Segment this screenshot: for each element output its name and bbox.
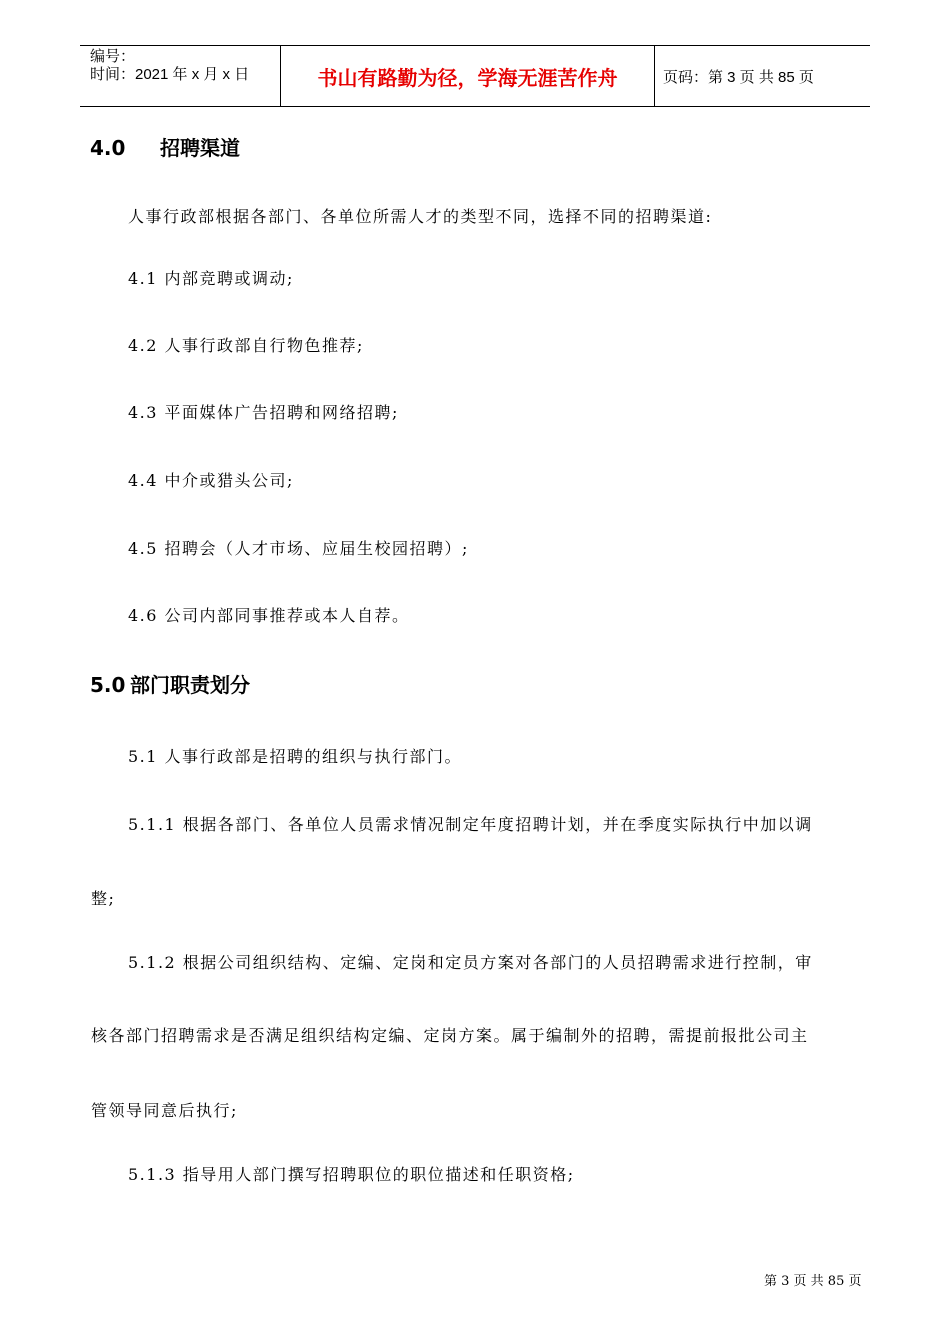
- paragraph-line: 5.1.1 根据各部门、各单位人员需求情况制定年度招聘计划，并在季度实际执行中加以调: [128, 815, 813, 834]
- page-header: [80, 45, 870, 107]
- paragraph-line: 管领导同意后执行;: [91, 1101, 238, 1120]
- paragraph-line: 整;: [91, 889, 116, 908]
- section-heading-4: [90, 132, 240, 161]
- section-number: 5.0: [90, 673, 126, 697]
- header-motto: 书山有路勤为径，学海无涯苦作舟: [281, 46, 655, 106]
- header-code-label: 编号：: [90, 48, 136, 65]
- list-item: 4.3 平面媒体广告招聘和网络招聘;: [128, 403, 399, 422]
- list-item: 4.4 中介或猎头公司;: [128, 471, 294, 490]
- list-item: 4.6 公司内部同事推荐或本人自荐。: [128, 606, 410, 625]
- paragraph-line: 5.1.2 根据公司组织结构、定编、定岗和定员方案对各部门的人员招聘需求进行控制，审: [128, 953, 813, 972]
- list-item: 4.2 人事行政部自行物色推荐;: [128, 336, 364, 355]
- header-time-label: 时间：2021 年 x 月 x 日: [90, 66, 250, 83]
- paragraph-line: 核各部门招聘需求是否满足组织结构定编、定岗方案。属于编制外的招聘，需提前报批公司主: [91, 1026, 809, 1045]
- section-4-intro: 人事行政部根据各部门、各单位所需人才的类型不同，选择不同的招聘渠道:: [128, 207, 713, 226]
- list-item: 4.5 招聘会（人才市场、应届生校园招聘）;: [128, 539, 469, 558]
- header-page-info: 页码：第 3 页 共 85 页: [663, 68, 814, 86]
- section-heading-5: [90, 669, 250, 698]
- section-number: 4.0: [90, 136, 126, 160]
- paragraph: 5.1 人事行政部是招聘的组织与执行部门。: [128, 747, 463, 766]
- paragraph: 5.1.3 指导用人部门撰写招聘职位的职位描述和任职资格;: [128, 1165, 575, 1184]
- list-item: 4.1 内部竞聘或调动;: [128, 269, 294, 288]
- page-footer: 第 3 页 共 85 页: [764, 1274, 862, 1289]
- section-title: 招聘渠道: [160, 136, 240, 160]
- header-meta: [80, 46, 281, 106]
- section-title: 部门职责划分: [130, 673, 250, 697]
